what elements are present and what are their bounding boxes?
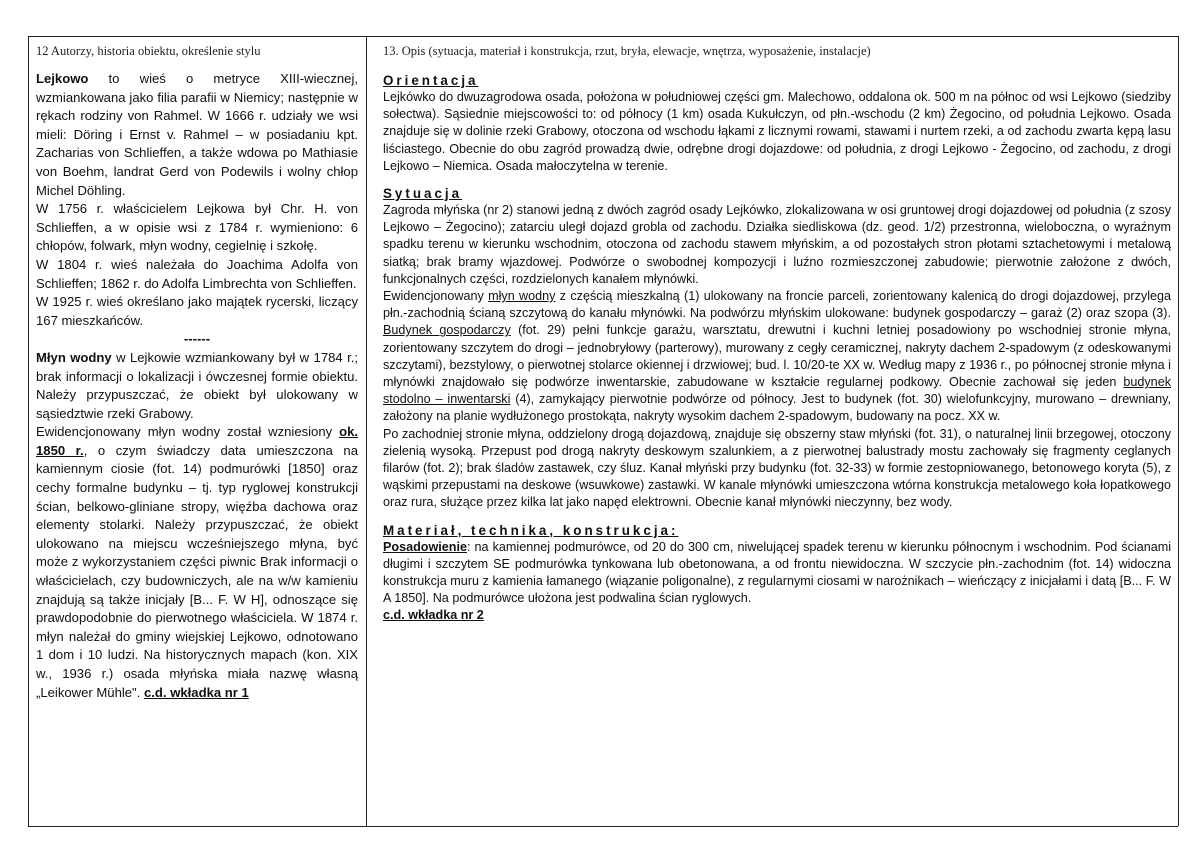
village-history-text: to wieś o metryce XIII-wiecznej, wzmiankowana jako filia parafii w Niemicy; następnie w rękach rodziny von Rahmel. W 1666 r. udziały we wsi mieli: Döring i Ernst v. Rahmel – w posiadaniu kpt. Zacharias von Schlieffen, a także wdowa po Mathiasie von Boehm, landrat Gerd von Podewils i wolny chłop Michel Döhling. — [36, 71, 358, 198]
mill-date: ok. 1850 r. — [36, 424, 358, 458]
mill-term: młyn wodny — [488, 289, 556, 304]
frame-left-line — [28, 36, 29, 826]
orientation-title: Orientacja — [383, 73, 479, 88]
mill-history-paragraph — [36, 349, 358, 423]
frame-right-line — [1178, 36, 1179, 826]
history-1925-paragraph: W 1925 r. wieś określano jako majątek rycerski, liczący 167 mieszkańców. — [36, 294, 358, 328]
continued-note-1: c.d. wkładka nr 1 — [144, 684, 249, 700]
situation-text-d: (4), zamykający pierwotnie podwórze od północy. Jest to budynek (fot. 30) wielofunkcyjny, murowano – drewniany, założony na planie wydłużonego prostokąta, nakryty wysokim dachem 2-spadowym, budowany na pocz. XX w. — [383, 392, 1171, 424]
situation-text-b: z częścią mieszkalną (1) ulokowany na froncie parceli, zorientowany kalenicą do drogi dojazdowej, przylega płn.-zachodnią ścianą szczytową do kanału młynówki. Na podwórzu młyńskim ulokowane: budynek gospodarczy – garaż (2) oraz szopa (3). — [383, 289, 1172, 321]
frame-top-line — [28, 36, 1178, 37]
frame-bottom-line — [28, 826, 1178, 827]
history-1756-paragraph: W 1756 r. właścicielem Lejkowa był Chr. H. von Schlieffen, a w opisie wsi z 1784 r. wymieniono: 6 chłopów, folwark, młyn wodny, cegielnię i szkołę. — [36, 201, 358, 254]
situation-text-c: (fot. 29) pełni funkcje garażu, warsztatu, drewutni i kuchni letniej posadowiony po wschodniej stronie młyna, zorientowany szczytem do drogi – jednobryłowy (parterowy), murowany z cegły ceramicznej, nakryty dachem 2-spadowym (z odeskowanymi szczytami), bezstylowy, o pierwotnej stolarce okiennej i drzwiowej; bud. l. 10/20-te XX w. Według mapy z 1936 r., po północnej stronie młyna i młynówki znajdowało się podwórze inwentarskie, zabudowane w kształcie regularnej podkowy. Obecnie zachował się jeden — [383, 323, 1171, 390]
column-divider — [366, 36, 367, 826]
foundation-text: : na kamiennej podmurówce, od 20 do 300 cm, niwelującej spadek terenu w kierunku północnym i wschodnim. Pod ścianami długimi i szczytem SE podmurówka tynkowana lub obetonowana, a od frontu niewidoczna. W szczycie płn.-zachodnim (fot. 14) widoczna konstrukcja muru z kamienia łamanego (wiązanie poligonalne), z regularnymi ciosami w narożnikach – wieńczący z inicjałami i datą [B... F. W A 1850]. Na podmurówce ułożona jest podwalina ścian ryglowych. — [383, 539, 1171, 606]
village-name: Lejkowo — [36, 71, 89, 86]
mill-dating-text-before: Ewidencjonowany młyn wodny został wzniesiony — [36, 424, 340, 440]
material-title: Materiał, technika, konstrukcja: — [383, 522, 679, 538]
situation-paragraph-3: Po zachodniej stronie młyna, oddzielony drogą dojazdową, znajduje się obszerny staw młyński (fot. 31), o naturalnej linii brzegowej, otoczony zielenią wysoką. Przepust pod drogą nakryty deskowym szalunkiem, a z pierwotnej balustrady mostu zachowały się fragmenty ceglanych filarów (fot. 2); brak śladów zastawek, czy śluz. Kanał młyński przy budynku (fot. 32-33) w formie zestopniowanego, betonowego koryta (5), z wąskimi przepustami na deskowe (wsuwkowe) zastawki. W kanale młynówki umieszczona wtórna konstrukcja metalowego koła łopatkowego oraz rura, służące przez kilka lat jako napęd elektrowni. Obecnie kanał młynówki nieczynny, bez wody. — [383, 426, 1171, 510]
situation-paragraph-2 — [383, 288, 1171, 426]
situation-text-a: Ewidencjonowany — [383, 289, 489, 304]
situation-title: Sytuacja — [383, 186, 463, 202]
mill-dating-text-after: , o czym świadczy data umieszczona na kamiennym ciosie (fot. 14) podmurówki [1850] oraz cechy formalne budynku – tj. typ ryglowej konstrukcji ścian, belkowo-gliniane stropy, więźba dachowa oraz elementy stolarki. Należy przypuszczać, że obiekt ulokowano na miejscu wcześniejszego młyna, być może z wykorzystaniem części piwnic Brak informacji o właścicielach, czy budowniczych, ale na w/w kamieniu znajdują są także inicjały [B... F. W H], odnoszące się prawdopodobnie do pierwotnego właściciela. W 1874 r. młyn należał do gminy wiejskiej Lejkowo, odnotowano 1 dom i 10 ludzi. Na historycznych mapach (kon. XIX w., 1936 r.) osada młyńska miała nazwę własną „Leikower Mühle". — [36, 442, 358, 700]
mill-title: Młyn wodny — [36, 349, 112, 365]
description-column — [383, 72, 1171, 625]
right-column-header: 13. Opis (sytuacja, materiał i konstrukcja, rzut, bryła, elewacje, wnętrza, wyposażenie, instalacje) — [383, 44, 871, 58]
situation-paragraph-1: Zagroda młyńska (nr 2) stanowi jedną z dwóch zagród osady Lejkówko, zlokalizowana w osi gruntowej drogi dojazdowej od południa (z szosy Lejkowo – Żegocino); zatarciu uległ dojazd grobla od zachodu. Działka siedliskowa (dz. geod. 1/2) przestronna, wieloboczna, o wyraźnym spadku terenu w kierunku wschodnim, otoczona od zachodu stawem młyńskim, a od pozostałych stron płotami sztachetowymi i metalową siatką; brak bramy wjazdowej. Podwórze o swobodnej kompozycji i luźno rozmieszczonej zabudowie; pierwotnie założone z dwóch, funkcjonalnych części, rozdzielonych kanałem młynówki. — [383, 203, 1171, 286]
history-1804-paragraph: W 1804 r. wieś należała do Joachima Adolfa von Schlieffen; 1862 r. do Adolfa Limbrechta von Schlieffen. — [36, 256, 358, 291]
building-term: Budynek gospodarczy — [383, 323, 511, 338]
orientation-text: Lejkówko do dwuzagrodowa osada, położona w południowej części gm. Malechowo, oddalona ok. 500 m na północ od wsi Lejkowo (siedziby sołectwa). Sąsiednie miejscowości to: od północy (1 km) osada Kukułczyn, od płn.-wschodu (2 km) Żegocino, od południa Lejkowo. Osada znajduje się w dolinie rzeki Grabowy, otoczona od wschodu łąkami z licznymi rowami, stawami i nurtem rzeki, a od zachodu zwarta kępą lasu liściastego. Obecnie do obu zagród prowadzą dwie, odrębne drogi dojazdowe: od południa, z drogi Lejkowo - Żegocino, od zachodu, z drogi Lejkowo – Niemica. Osada małoczytelna w terenie. — [383, 90, 1171, 173]
mill-dating-paragraph — [36, 423, 358, 702]
section-separator: ------ — [183, 331, 211, 347]
mill-history-text: w Lejkowie wzmiankowany był w 1784 r.; brak informacji o lokalizacji i ówczesnej formie obiektu. Należy przypuszczać, że obiekt był ulokowany w sąsiedztwie rzeki Grabowy. — [36, 349, 358, 421]
foundation-label: Posadowienie — [383, 539, 467, 554]
continued-note-2: c.d. wkładka nr 2 — [383, 608, 484, 623]
barn-term: budynek stodolno – inwentarski — [383, 375, 1171, 407]
left-column-header: 12 Autorzy, historia obiektu, określenie stylu — [36, 44, 261, 58]
history-column — [36, 70, 358, 702]
village-history-paragraph — [36, 70, 358, 200]
foundation-paragraph — [383, 539, 1171, 608]
